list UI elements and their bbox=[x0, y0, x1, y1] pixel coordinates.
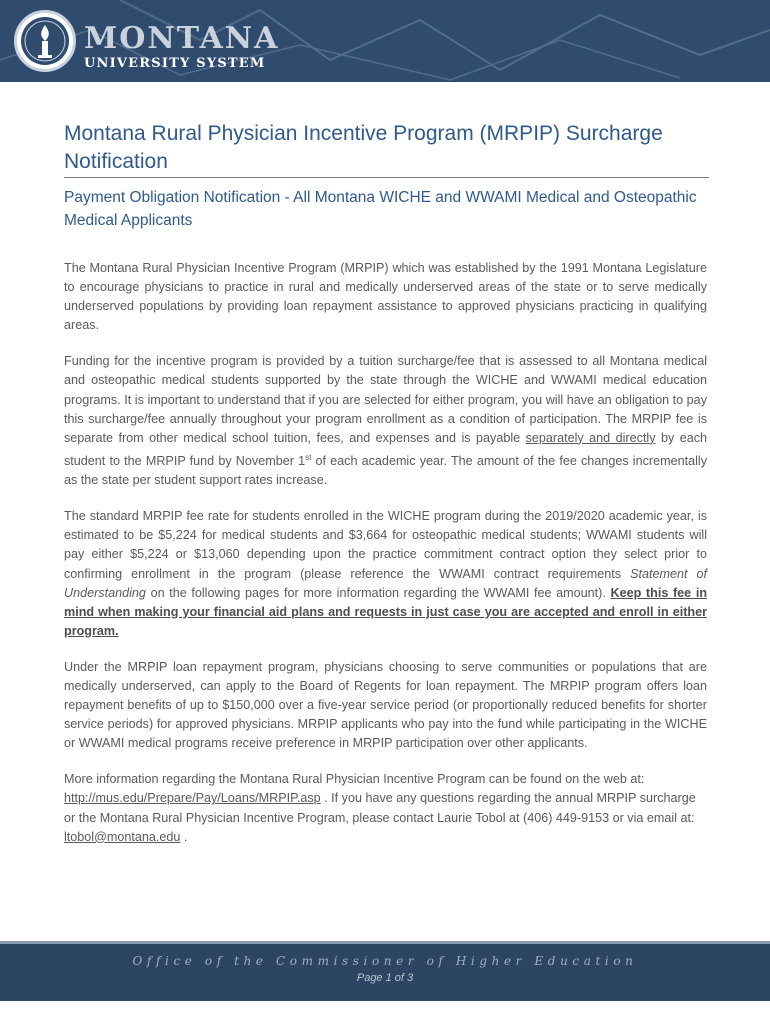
org-sub: UNIVERSITY SYSTEM bbox=[84, 56, 266, 71]
text-span: by each student to the MRPIP fund by November 1 bbox=[64, 430, 707, 469]
bold-underlined-text: Keep this fee in mind when making your financial aid plans and requests in just case you are accepted and enroll in either program. bbox=[64, 585, 708, 638]
text-span: The standard MRPIP fee rate for students enrolled in the WICHE program during the 2019/2020 academic year, is estimated to be $5,224 for medical students and $3,664 for osteopathic medical students; WWAMI students will pay either $5,224 or $13,060 depending upon the practice commitment contract option they select prior to confirming enrollment in the program (please reference the WWAMI contract requirements bbox=[64, 509, 707, 581]
paragraph-contact bbox=[64, 770, 707, 846]
italic-text: Statement of Understanding bbox=[64, 566, 707, 600]
text-span: on the following pages for more information regarding the WWAMI fee amount). bbox=[145, 585, 611, 600]
footer-divider bbox=[0, 941, 770, 944]
email-link[interactable]: ltobol@montana.edu bbox=[64, 829, 181, 844]
paragraph-funding bbox=[64, 352, 707, 490]
mrpip-web-link[interactable]: http://mus.edu/Prepare/Pay/Loans/MRPIP.asp bbox=[64, 791, 321, 806]
document-subtitle: Payment Obligation Notification - All Montana WICHE and WWAMI Medical and Osteopathic Medical Applicants bbox=[64, 189, 697, 229]
underlined-text: separately and directly bbox=[525, 430, 656, 445]
paragraph-loan-repayment: Under the MRPIP loan repayment program, physicians choosing to serve communities or populations that are medically underserved, can apply to the Board of Regents for loan repayment. The MRPIP program offers loan repayment benefits of up to $150,000 over a five-year service period (or proportionally reduced benefits for shorter service periods) for approved physicians. MRPIP applicants who pay into the fund while participating in the WICHE or WWAMI medical programs receive preference in MRPIP participation over other applicants. bbox=[64, 659, 707, 751]
org-name: MONTANA bbox=[84, 21, 280, 56]
paragraph-fee-rate bbox=[64, 507, 707, 641]
text-span: . bbox=[180, 829, 188, 844]
text-span: . If you have any questions regarding the annual MRPIP surcharge or the Montana Rural Physician Incentive Program, please contact Laurie Tobol at (406) 449-9153 or via email at: bbox=[64, 791, 696, 825]
superscript: st bbox=[305, 452, 312, 462]
text-span: More information regarding the Montana Rural Physician Incentive Program can be found on the web at: bbox=[64, 772, 645, 787]
footer-office: Office of the Commissioner of Higher Education bbox=[132, 954, 638, 968]
torch-seal-icon bbox=[17, 13, 73, 69]
footer-banner bbox=[0, 941, 770, 1001]
document-title: Montana Rural Physician Incentive Program (MRPIP) Surcharge Notification bbox=[64, 122, 663, 173]
brand-wordmark bbox=[84, 21, 280, 71]
seal-logo bbox=[14, 10, 76, 72]
header-banner bbox=[0, 0, 770, 82]
text-span: of each academic year. The amount of the fee changes incrementally as the state per student support rates increase. bbox=[64, 454, 707, 488]
page-number: Page 1 of 3 bbox=[356, 972, 414, 984]
text-span: Funding for the incentive program is provided by a tuition surcharge/fee that is assessed to all Montana medical and osteopathic medical students supported by the state through the WICHE and WWAMI medical education programs. It is important to understand that if you are selected for either program, you will have an obligation to pay this surcharge/fee annually throughout your program enrollment as a condition of participation. The MRPIP fee is separate from other medical school tuition, fees, and expenses and is payable bbox=[64, 354, 707, 445]
document-body bbox=[64, 259, 707, 864]
paragraph-intro: The Montana Rural Physician Incentive Program (MRPIP) which was established by the 1991 Montana Legislature to encourage physicians to practice in rural and medically underserved areas of the state or to serve medically underserved populations by providing loan repayment assistance to approved physicians practicing in qualifying areas. bbox=[64, 261, 707, 333]
title-divider bbox=[64, 177, 709, 178]
